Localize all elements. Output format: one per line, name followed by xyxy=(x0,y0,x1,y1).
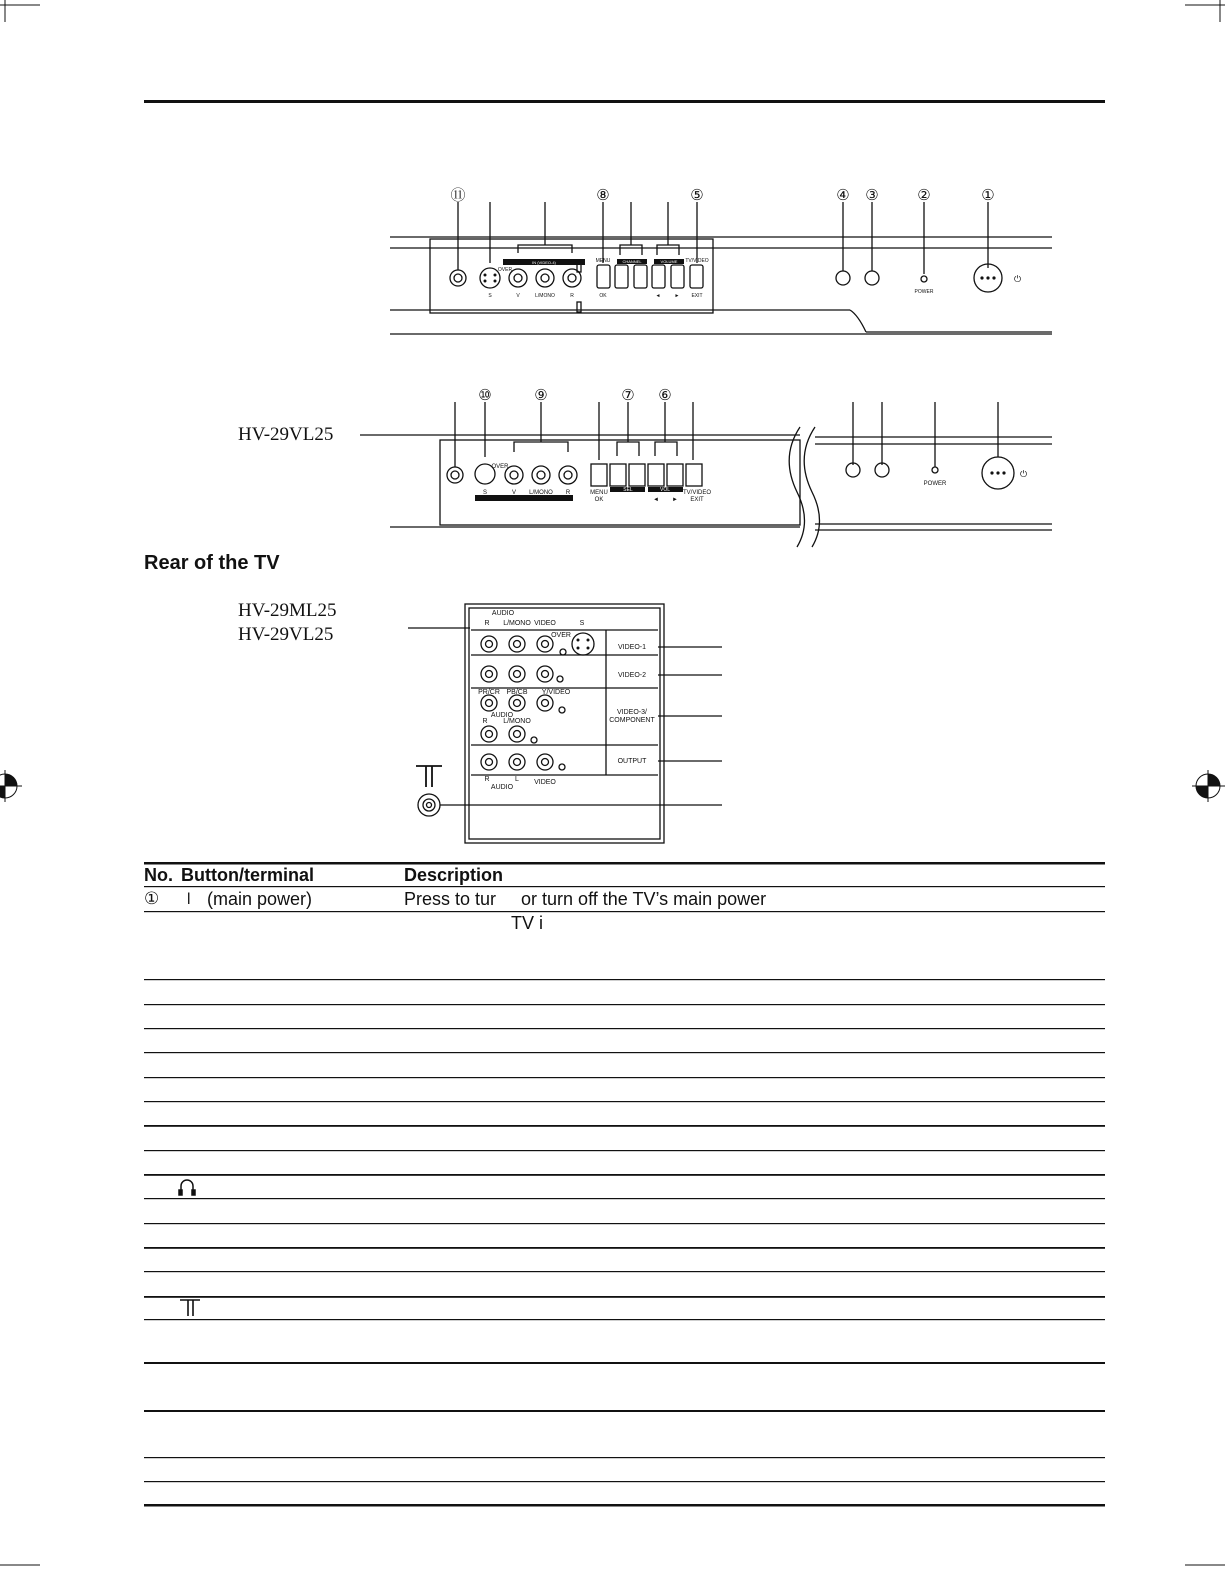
rear-lmono-label: L/MONO xyxy=(503,620,531,627)
left-arrow-label-2: ◄ xyxy=(653,497,659,503)
rear-panel-diagram xyxy=(400,600,740,850)
callout-7: ⑦ xyxy=(621,387,635,404)
input-bar-label: IN (VIDEO-4) xyxy=(532,260,556,265)
callout-1: ① xyxy=(981,187,995,204)
top-rule xyxy=(144,100,1105,103)
antenna-icon-table xyxy=(180,1300,200,1316)
left-arrow-label: ◄ xyxy=(655,293,661,299)
power-led-label: POWER xyxy=(914,289,934,295)
row2-fragment: TV i xyxy=(511,913,544,933)
group-video3-line1: VIDEO-3/ xyxy=(617,709,647,716)
jack-label-v: V xyxy=(516,293,520,299)
group-output: OUTPUT xyxy=(617,758,647,765)
channel-bar-label: CHANNEL xyxy=(622,259,642,264)
jack-label-s: S xyxy=(488,293,492,299)
rear-over-label: OVER xyxy=(551,632,571,639)
rear-audio-label: AUDIO xyxy=(491,610,515,617)
table-header-no: No. xyxy=(144,865,173,885)
callout-9: ⑨ xyxy=(534,387,548,404)
callout-2: ② xyxy=(917,187,931,204)
tvvideo-label: TV/VIDEO xyxy=(685,258,709,264)
sel-bar-label: SEL xyxy=(623,487,633,493)
callout-5: ⑤ xyxy=(690,187,704,204)
row1-number: ① xyxy=(144,889,160,909)
over-label: OVER xyxy=(497,267,513,273)
right-arrow-label-2: ► xyxy=(672,497,678,503)
rear-model-2: HV-29VL25 xyxy=(238,624,334,645)
jack-label-r: R xyxy=(570,293,574,299)
description-table-lines xyxy=(0,850,1225,1530)
table-header-button: Button/terminal xyxy=(181,865,314,885)
jack-label-r-2: R xyxy=(565,490,571,496)
callout-10: ⑩ xyxy=(478,387,492,404)
power-symbol-icon: ⏻ xyxy=(1014,274,1022,284)
power-led-label-2: POWER xyxy=(923,481,947,487)
vol-bar-label: VOL xyxy=(659,487,671,493)
tvvideo-label-2: TV/VIDEO xyxy=(682,490,712,496)
front-model-label: HV-29VL25 xyxy=(238,424,334,445)
rear-lmono-label-3: L/MONO xyxy=(503,718,531,725)
rear-model-1: HV-29ML25 xyxy=(238,600,337,621)
callout-4: ④ xyxy=(836,187,850,204)
right-arrow-label: ► xyxy=(674,293,680,299)
exit-label-2: EXIT xyxy=(690,497,704,503)
rear-pr-label: PR/CR xyxy=(478,689,500,696)
exit-label: EXIT xyxy=(691,293,703,299)
row1-button: (main power) xyxy=(207,889,313,909)
rear-audio-label-3: AUDIO xyxy=(490,712,514,719)
callout-6: ⑥ xyxy=(658,387,672,404)
callout-8: ⑧ xyxy=(596,187,610,204)
rear-pb-label: PB/CB xyxy=(506,689,528,696)
menu-label-2: MENU xyxy=(590,490,608,496)
table-header-description: Description xyxy=(404,865,504,885)
power-symbol-icon-2: ⏻ xyxy=(1020,469,1028,479)
row1-power-icon: ⏽ xyxy=(182,889,196,909)
ok-label: OK xyxy=(599,293,607,299)
rear-r-label-3: R xyxy=(482,718,488,725)
group-video1: VIDEO-1 xyxy=(617,644,647,651)
ok-label-2: OK xyxy=(594,497,604,503)
headphone-icon xyxy=(179,1180,195,1195)
callout-11: ⑪ xyxy=(450,187,466,204)
rear-video-label-4: VIDEO xyxy=(534,779,556,786)
callout-3: ③ xyxy=(865,187,879,204)
rear-video-label: VIDEO xyxy=(534,620,556,627)
rear-l-label-4: L xyxy=(515,776,519,783)
rear-yvideo-label: Y/VIDEO xyxy=(541,689,571,696)
row1-description: Press to tur or turn off the TV’s main power xyxy=(404,889,767,909)
rear-s-label: S xyxy=(579,620,585,627)
jack-label-lmono: L/MONO xyxy=(535,293,555,299)
volume-bar-label: VOLUME xyxy=(660,259,678,264)
rear-r-label: R xyxy=(484,620,490,627)
rear-section-title: Rear of the TV xyxy=(144,552,280,574)
group-video3-line2: COMPONENT xyxy=(609,717,655,724)
rear-audio-label-4: AUDIO xyxy=(490,784,514,791)
jack-label-s-2: S xyxy=(482,490,488,496)
front-panel-diagram-2 xyxy=(0,382,1225,552)
group-video2: VIDEO-2 xyxy=(617,672,647,679)
rear-r-label-4: R xyxy=(484,776,490,783)
antenna-icon xyxy=(416,766,442,787)
over-label-2: OVER xyxy=(491,464,509,470)
jack-label-v-2: V xyxy=(511,490,517,496)
jack-label-lmono-2: L/MONO xyxy=(529,490,553,496)
menu-label: MENU xyxy=(595,258,611,264)
